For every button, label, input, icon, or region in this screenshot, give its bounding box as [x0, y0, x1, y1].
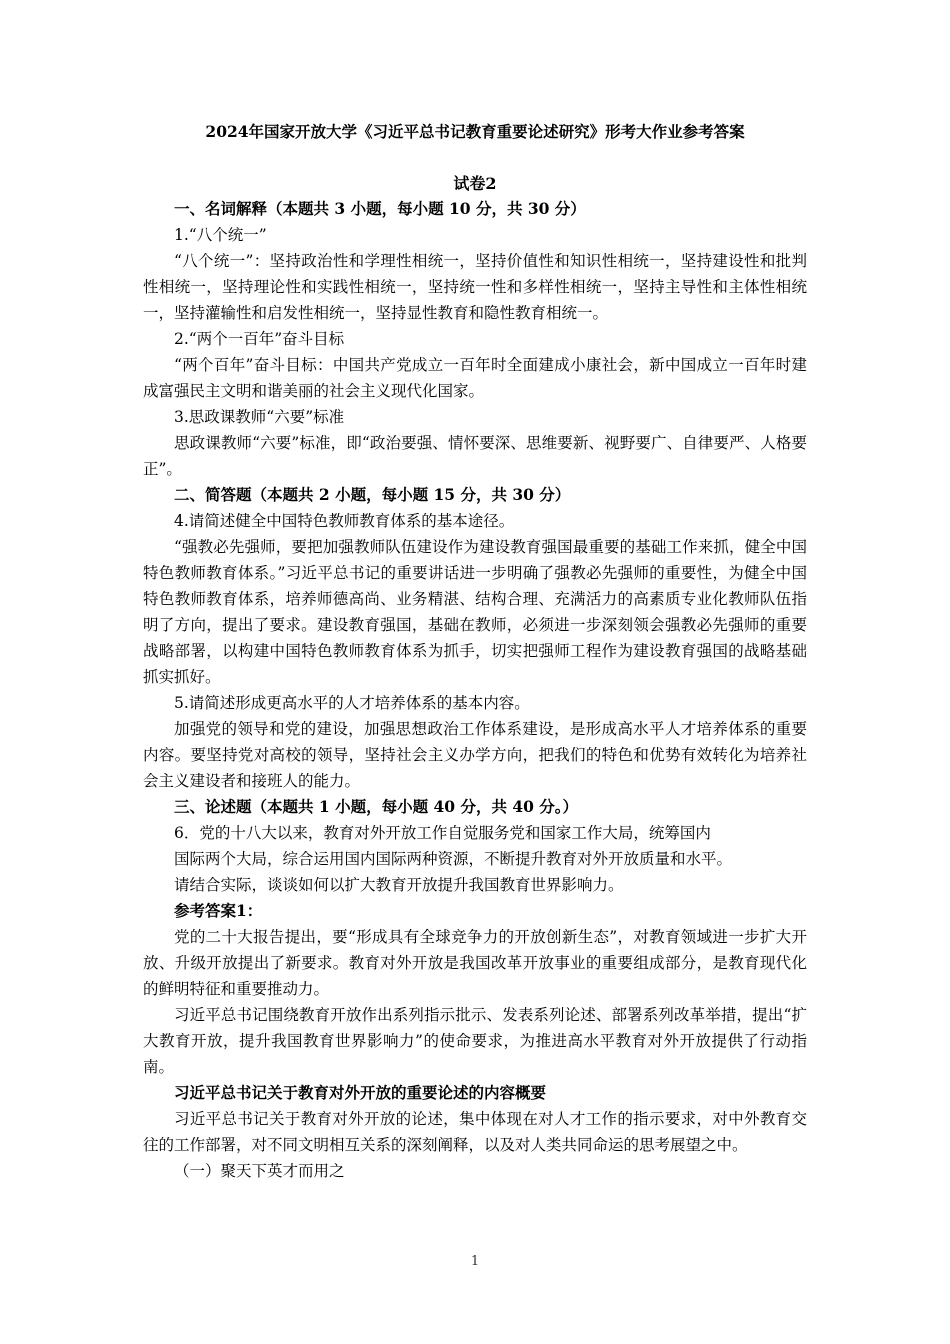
question-3-label: 3.思政课教师“六要”标准 [174, 408, 345, 426]
question-1-answer: “八个统一”：坚持政治性和学理性相统一，坚持价值性和知识性相统一，坚持建设性和批判性相统一，坚持理论性和实践性相统一，坚持统一性和多样性相统一，坚持主导性和主体性相统一，坚持灌输性和启发性相统一，坚持显性教育和隐性教育相统一。 [143, 252, 807, 322]
answer-paragraph: 习近平总书记围绕教育开放作出系列指示批示、发表系列论述、部署系列改革举措，提出“扩大教育开放，提升我国教育世界影响力”的使命要求，为推进高水平教育对外开放提供了行动指南。 [143, 1006, 807, 1076]
question-3-answer: 思政课教师“六要”标准，即“政治要强、情怀要深、思维要新、视野要广、自律要严、人格要正”。 [143, 434, 807, 478]
document-body [143, 120, 807, 1184]
question-4-label: 4.请简述健全中国特色教师教育体系的基本途径。 [174, 512, 515, 530]
section-heading-3: 三、论述题（本题共 1 小题，每小题 40 分，共 40 分。） [174, 797, 579, 816]
answer-subheading: 习近平总书记关于教育对外开放的重要论述的内容概要 [174, 1083, 547, 1102]
summary-paragraph: 习近平总书记关于教育对外开放的论述，集中体现在对人才工作的指示要求，对中外教育交往的工作部署，对不同文明相互关系的深刻阐释，以及对人类共同命运的思考展望之中。 [143, 1110, 807, 1154]
question-2-label: 2.“两个一百年”奋斗目标 [174, 330, 345, 348]
question-6-line: 国际两个大局，综合运用国内国际两种资源，不断提升教育对外开放质量和水平。 [174, 850, 733, 868]
answer-label: 参考答案1： [174, 901, 263, 920]
question-6-line: 6．党的十八大以来，教育对外开放工作自觉服务党和国家工作大局，统筹国内 [174, 824, 711, 842]
question-4-answer: “强教必先强师，要把加强教师队伍建设作为建设教育强国最重要的基础工作来抓，健全中国特色教师教育体系。”习近平总书记的重要讲话进一步明确了强教必先强师的重要性，为健全中国特色教师教育体系，培养师德高尚、业务精湛、结构合理、充满活力的高素质专业化教师队伍指明了方向，提出了要求。建设教育强国，基础在教师，必须进一步深刻领会强教必先强师的重要战略部署，以构建中国特色教师教育体系为抓手，切实把强师工程作为建设教育强国的战略基础抓实抓好。 [143, 538, 807, 686]
question-2-answer: “两个百年”奋斗目标：中国共产党成立一百年时全面建成小康社会，新中国成立一百年时建成富强民主文明和谐美丽的社会主义现代化国家。 [143, 356, 807, 400]
question-5-answer: 加强党的领导和党的建设，加强思想政治工作体系建设，是形成高水平人才培养体系的重要内容。要坚持党对高校的领导，坚持社会主义办学方向，把我们的特色和优势有效转化为培养社会主义建设者和接班人的能力。 [143, 720, 807, 790]
paper-label: 试卷2 [453, 174, 497, 193]
page-number: 1 [470, 1254, 480, 1269]
question-1-label: 1.“八个统一” [174, 226, 267, 244]
section-heading-1: 一、名词解释（本题共 3 小题，每小题 10 分，共 30 分） [174, 199, 586, 218]
section-heading-2: 二、简答题（本题共 2 小题，每小题 15 分，共 30 分） [174, 485, 571, 504]
answer-paragraph: 党的二十大报告提出，要“形成具有全球竞争力的开放创新生态”，对教育领域进一步扩大开放、升级开放提出了新要求。教育对外开放是我国改革开放事业的重要组成部分，是教育现代化的鲜明特征和重要推动力。 [143, 928, 807, 998]
summary-item: （一）聚天下英才而用之 [174, 1162, 345, 1180]
question-6-line: 请结合实际，谈谈如何以扩大教育开放提升我国教育世界影响力。 [174, 876, 624, 894]
document-title: 2024年国家开放大学《习近平总书记教育重要论述研究》形考大作业参考答案 [205, 122, 745, 141]
question-5-label: 5.请简述形成更高水平的人才培养体系的基本内容。 [174, 694, 530, 712]
